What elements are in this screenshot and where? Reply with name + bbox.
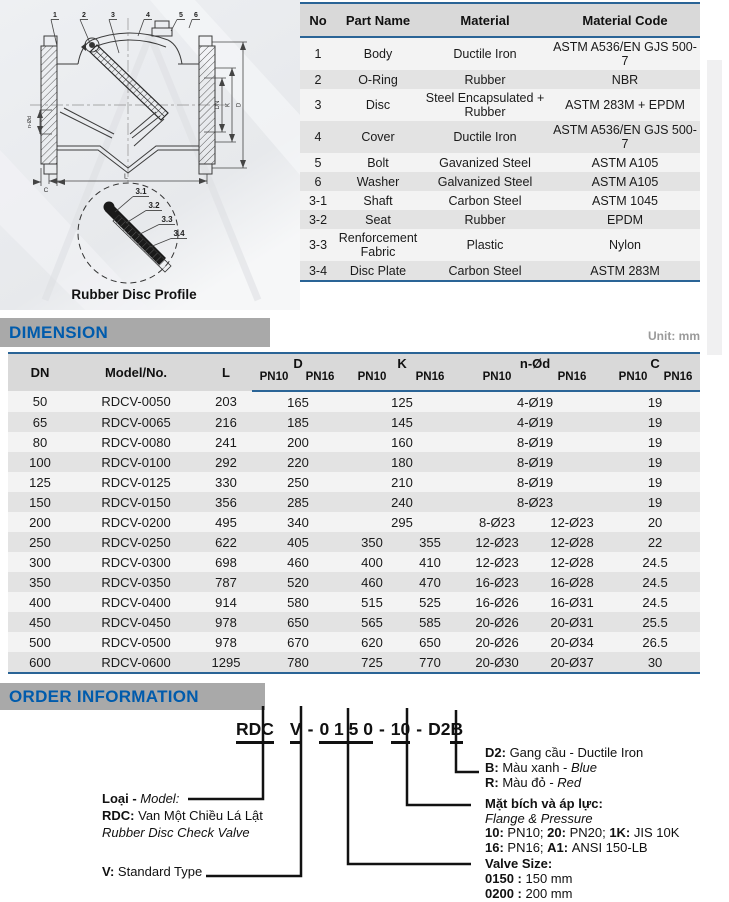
dim-header-dn: DN xyxy=(8,353,72,391)
order-code xyxy=(236,719,463,744)
callout-label: 3.2 xyxy=(148,201,160,210)
dim-cell: 150 xyxy=(8,492,72,512)
annotation-segment: Gang cầu - Ductile Iron xyxy=(509,745,644,760)
annotation-segment: 0150 : xyxy=(485,871,526,886)
order-code-segment: 10 xyxy=(391,719,410,744)
order-note-flange-pressure xyxy=(485,797,679,855)
annotation-segment: 10: xyxy=(485,825,508,840)
order-note-material-color xyxy=(485,745,643,790)
dim-cell: 978 xyxy=(200,632,252,652)
dim-cell: 16-Ø26 xyxy=(460,592,534,612)
annotation-segment: 0200 : xyxy=(485,886,526,901)
dimension-row xyxy=(8,472,700,492)
dim-cell: 20-Ø26 xyxy=(460,632,534,652)
dimension-header-row-1 xyxy=(8,353,700,371)
annotation-segment: JIS 10K xyxy=(633,825,680,840)
dimension-section-title: DIMENSION xyxy=(0,318,270,347)
dim-cell: 525 xyxy=(400,592,460,612)
dim-cell: 160 xyxy=(344,432,460,452)
annotation-line xyxy=(485,886,572,901)
annotation-segment: PN20; xyxy=(569,825,610,840)
annotation-segment: PN10; xyxy=(507,825,548,840)
dim-cell: 285 xyxy=(252,492,344,512)
dim-cell: 22 xyxy=(610,532,700,552)
order-note-valve-size xyxy=(485,856,572,901)
dim-cell: 20 xyxy=(610,512,700,532)
order-section-title: ORDER INFORMATION xyxy=(0,683,265,710)
callout-label: 3.4 xyxy=(173,229,185,238)
annotation-line xyxy=(485,797,679,812)
dim-label-dn: DN xyxy=(215,100,221,110)
dim-cell: 26.5 xyxy=(610,632,700,652)
parts-header-no: No xyxy=(300,3,336,37)
dim-cell: 650 xyxy=(400,632,460,652)
dim-cell: 620 xyxy=(344,632,400,652)
dim-cell: 330 xyxy=(200,472,252,492)
dimension-row xyxy=(8,632,700,652)
parts-cell: 5 xyxy=(300,153,336,172)
parts-cell: ASTM 1045 xyxy=(550,191,700,210)
parts-row xyxy=(300,172,700,191)
order-note-model xyxy=(102,790,263,841)
order-note-valve-type xyxy=(102,864,202,880)
dim-cell: 770 xyxy=(400,652,460,673)
dim-subheader-pn16: PN16 xyxy=(296,371,344,391)
parts-row xyxy=(300,37,700,70)
dim-cell: 460 xyxy=(252,552,344,572)
dim-cell: 670 xyxy=(252,632,344,652)
dim-cell: 355 xyxy=(400,532,460,552)
dim-cell: 12-Ø23 xyxy=(460,532,534,552)
annotation-segment: A1: xyxy=(547,839,572,855)
parts-row xyxy=(300,191,700,210)
dim-subheader-pn10: PN10 xyxy=(610,371,656,391)
parts-cell: Body xyxy=(336,37,420,70)
annotation-segment: 150 mm xyxy=(525,871,573,886)
dim-cell: 8-Ø19 xyxy=(460,472,610,492)
dim-cell: RDCV-0500 xyxy=(72,632,200,652)
dim-cell: 65 xyxy=(8,412,72,432)
dim-cell: 520 xyxy=(252,572,344,592)
annotation-line xyxy=(485,826,679,841)
dim-label-l: L xyxy=(124,173,128,181)
dim-cell: 8-Ø23 xyxy=(460,512,534,532)
dim-cell: 100 xyxy=(8,452,72,472)
dim-cell: 25.5 xyxy=(610,612,700,632)
order-code-segment: V xyxy=(290,719,302,744)
dimension-row xyxy=(8,532,700,552)
dim-cell: RDCV-0065 xyxy=(72,412,200,432)
parts-cell: Seat xyxy=(336,210,420,229)
parts-cell: ASTM A105 xyxy=(550,172,700,191)
parts-cell: Washer xyxy=(336,172,420,191)
parts-row xyxy=(300,261,700,281)
dim-cell: 8-Ø23 xyxy=(460,492,610,512)
callout-label: 2 xyxy=(82,12,86,19)
annotation-segment: Màu xanh - xyxy=(502,760,571,775)
parts-cell: 4 xyxy=(300,121,336,153)
parts-cell: EPDM xyxy=(550,210,700,229)
dim-cell: 24.5 xyxy=(610,552,700,572)
annotation-segment: Màu đỏ - xyxy=(502,775,558,790)
dim-cell: 16-Ø31 xyxy=(534,592,610,612)
dim-cell: 19 xyxy=(610,432,700,452)
parts-cell: 3-3 xyxy=(300,229,336,261)
dim-cell: 24.5 xyxy=(610,572,700,592)
dim-cell: 12-Ø28 xyxy=(534,552,610,572)
dim-cell: 125 xyxy=(8,472,72,492)
dim-cell: 20-Ø37 xyxy=(534,652,610,673)
dim-cell: 20-Ø30 xyxy=(460,652,534,673)
annotation-segment: Standard Type xyxy=(117,864,203,879)
dim-cell: 19 xyxy=(610,391,700,412)
annotation-segment: Van Một Chiều Lá Lật xyxy=(138,808,263,823)
dim-cell: 500 xyxy=(8,632,72,652)
dim-cell: 216 xyxy=(200,412,252,432)
dim-cell: 185 xyxy=(252,412,344,432)
dim-cell: 622 xyxy=(200,532,252,552)
dim-cell: RDCV-0150 xyxy=(72,492,200,512)
parts-header-material-code: Material Code xyxy=(550,3,700,37)
dim-cell: 125 xyxy=(344,391,460,412)
annotation-segment: Model: xyxy=(140,791,180,806)
dim-cell: 50 xyxy=(8,391,72,412)
dim-cell: 24.5 xyxy=(610,592,700,612)
dimension-row xyxy=(8,452,700,472)
annotation-segment: D2: xyxy=(485,745,510,760)
parts-row xyxy=(300,210,700,229)
dim-cell: 19 xyxy=(610,412,700,432)
annotation-line xyxy=(485,760,643,775)
annotation-segment: Loại - xyxy=(102,791,141,806)
annotation-line xyxy=(485,812,679,827)
dim-cell: RDCV-0300 xyxy=(72,552,200,572)
parts-cell: Galvanized Steel xyxy=(420,172,550,191)
dim-cell: 1295 xyxy=(200,652,252,673)
dimension-row xyxy=(8,512,700,532)
dim-cell: 200 xyxy=(8,512,72,532)
annotation-line xyxy=(485,745,643,760)
parts-cell: Gavanized Steel xyxy=(420,153,550,172)
dim-header-nod: n-Ød xyxy=(460,353,610,371)
parts-header-part-name: Part Name xyxy=(336,3,420,37)
dim-cell: 914 xyxy=(200,592,252,612)
parts-cell: Steel Encapsulated + Rubber xyxy=(420,89,550,121)
order-code-segment: 0 1 5 0 xyxy=(319,719,373,744)
dim-cell: 292 xyxy=(200,452,252,472)
unit-label: Unit: mm xyxy=(648,329,700,343)
parts-cell: Carbon Steel xyxy=(420,261,550,281)
callout-label: 1 xyxy=(53,12,57,19)
callout-label: 3.1 xyxy=(135,187,147,196)
dim-label-c: C xyxy=(43,187,49,194)
dimension-row xyxy=(8,391,700,412)
parts-row xyxy=(300,229,700,261)
dim-cell: 580 xyxy=(252,592,344,612)
dim-cell: 300 xyxy=(8,552,72,572)
order-code-segment: D2 xyxy=(428,719,451,739)
dim-cell: 450 xyxy=(8,612,72,632)
dim-cell: 80 xyxy=(8,432,72,452)
dimension-row xyxy=(8,592,700,612)
parts-cell: Nylon xyxy=(550,229,700,261)
dim-cell: 410 xyxy=(400,552,460,572)
dim-cell: RDCV-0600 xyxy=(72,652,200,673)
parts-cell: NBR xyxy=(550,70,700,89)
callout-label: 4 xyxy=(146,12,150,19)
dim-cell: 12-Ø28 xyxy=(534,532,610,552)
annotation-segment: Mặt bích và áp lực: xyxy=(485,796,603,811)
dimension-row xyxy=(8,552,700,572)
dim-label-k: K xyxy=(225,102,232,108)
dim-cell: 8-Ø19 xyxy=(460,432,610,452)
dim-cell: 400 xyxy=(8,592,72,612)
dim-cell: 400 xyxy=(344,552,400,572)
dim-cell: 350 xyxy=(8,572,72,592)
dim-subheader-pn16: PN16 xyxy=(656,371,700,391)
dim-cell: 295 xyxy=(344,512,460,532)
callout-label: 6 xyxy=(194,12,198,19)
dim-cell: 220 xyxy=(252,452,344,472)
dim-cell: 145 xyxy=(344,412,460,432)
parts-row xyxy=(300,70,700,89)
annotation-segment: ANSI 150-LB xyxy=(571,839,648,855)
callout-label: 3 xyxy=(111,12,115,19)
dim-header-model: Model/No. xyxy=(72,353,200,391)
dim-label-d: D xyxy=(236,102,243,108)
dimension-row xyxy=(8,492,700,512)
dim-cell: 210 xyxy=(344,472,460,492)
dim-cell: 16-Ø28 xyxy=(534,572,610,592)
dimension-table xyxy=(8,352,700,674)
annotation-segment: PN16; xyxy=(507,839,548,855)
parts-row xyxy=(300,153,700,172)
annotation-segment: Blue xyxy=(571,760,598,775)
parts-cell: ASTM A536/EN GJS 500-7 xyxy=(550,121,700,153)
dim-subheader-pn10: PN10 xyxy=(252,371,296,391)
annotation-line xyxy=(485,775,643,790)
dim-cell: 12-Ø23 xyxy=(460,552,534,572)
dim-header-c: C xyxy=(610,353,700,371)
parts-cell: 1 xyxy=(300,37,336,70)
dim-cell: 356 xyxy=(200,492,252,512)
parts-cell: Shaft xyxy=(336,191,420,210)
parts-cell: 3-4 xyxy=(300,261,336,281)
order-code-segment: - xyxy=(307,719,314,739)
parts-cell: 2 xyxy=(300,70,336,89)
dim-cell: 725 xyxy=(344,652,400,673)
parts-cell: Carbon Steel xyxy=(420,191,550,210)
dim-cell: 20-Ø34 xyxy=(534,632,610,652)
parts-cell: Ductile Iron xyxy=(420,37,550,70)
dim-cell: 19 xyxy=(610,492,700,512)
parts-header-row xyxy=(300,3,700,37)
dim-cell: 340 xyxy=(252,512,344,532)
dim-cell: 12-Ø23 xyxy=(534,512,610,532)
dim-cell: RDCV-0080 xyxy=(72,432,200,452)
dim-cell: 495 xyxy=(200,512,252,532)
parts-cell: Rubber xyxy=(420,210,550,229)
annotation-segment: RDC: xyxy=(102,808,139,823)
profile-caption: Rubber Disc Profile xyxy=(71,287,197,302)
annotation-line xyxy=(102,824,263,841)
dim-cell: RDCV-0200 xyxy=(72,512,200,532)
dim-cell: 20-Ø31 xyxy=(534,612,610,632)
dim-cell: 8-Ø19 xyxy=(460,452,610,472)
annotation-segment: B: xyxy=(485,760,503,775)
parts-cell: 3-1 xyxy=(300,191,336,210)
dim-cell: 978 xyxy=(200,612,252,632)
dim-cell: 4-Ø19 xyxy=(460,412,610,432)
order-code-segment: - xyxy=(416,719,423,739)
annotation-segment: Rubber Disc Check Valve xyxy=(102,825,250,840)
dim-cell: 565 xyxy=(344,612,400,632)
annotation-segment: Flange & Pressure xyxy=(485,810,593,826)
parts-cell: Cover xyxy=(336,121,420,153)
dim-cell: 787 xyxy=(200,572,252,592)
dim-cell: RDCV-0125 xyxy=(72,472,200,492)
dimension-row xyxy=(8,612,700,632)
dim-cell: 19 xyxy=(610,472,700,492)
dim-cell: 585 xyxy=(400,612,460,632)
dim-cell: 698 xyxy=(200,552,252,572)
dim-cell: 405 xyxy=(252,532,344,552)
annotation-line xyxy=(485,856,572,871)
dim-cell: RDCV-0350 xyxy=(72,572,200,592)
parts-cell: Bolt xyxy=(336,153,420,172)
annotation-segment: 20: xyxy=(547,825,570,840)
dimension-row xyxy=(8,412,700,432)
parts-cell: ASTM 283M xyxy=(550,261,700,281)
dim-cell: 470 xyxy=(400,572,460,592)
dim-cell: 200 xyxy=(252,432,344,452)
dim-cell: 30 xyxy=(610,652,700,673)
parts-cell: 3 xyxy=(300,89,336,121)
annotation-segment: 200 mm xyxy=(525,886,573,901)
parts-row xyxy=(300,89,700,121)
dim-cell: 241 xyxy=(200,432,252,452)
dim-cell: RDCV-0400 xyxy=(72,592,200,612)
dim-cell: 4-Ø19 xyxy=(460,391,610,412)
parts-cell: ASTM 283M + EPDM xyxy=(550,89,700,121)
parts-cell: Ductile Iron xyxy=(420,121,550,153)
parts-cell: Disc xyxy=(336,89,420,121)
dim-subheader-pn16: PN16 xyxy=(400,371,460,391)
parts-row xyxy=(300,121,700,153)
parts-cell: Renforcement Fabric xyxy=(336,229,420,261)
annotation-line xyxy=(102,790,263,807)
dim-cell: 460 xyxy=(344,572,400,592)
parts-cell: ASTM A105 xyxy=(550,153,700,172)
dim-subheader-pn10: PN10 xyxy=(344,371,400,391)
dim-cell: 515 xyxy=(344,592,400,612)
dim-cell: 600 xyxy=(8,652,72,673)
order-code-segment: - xyxy=(378,719,385,739)
dimension-row xyxy=(8,572,700,592)
dim-header-d: D xyxy=(252,353,344,371)
dim-label-nod: n-Ød xyxy=(27,115,33,129)
annotation-segment: V: xyxy=(102,864,118,879)
page-edge-watermark xyxy=(707,60,722,355)
dim-cell: 180 xyxy=(344,452,460,472)
parts-cell: Disc Plate xyxy=(336,261,420,281)
dim-cell: 350 xyxy=(344,532,400,552)
valve-drawing-svg xyxy=(0,0,300,310)
order-code-segment: RDC xyxy=(236,719,274,744)
annotation-segment: Valve Size: xyxy=(485,856,553,871)
dim-subheader-pn16: PN16 xyxy=(534,371,610,391)
annotation-segment: 1K: xyxy=(609,825,634,840)
annotation-segment: Red xyxy=(557,775,582,790)
callout-label: 3.3 xyxy=(161,215,173,224)
dim-cell: RDCV-0250 xyxy=(72,532,200,552)
dim-cell: 650 xyxy=(252,612,344,632)
order-code-segment: B xyxy=(450,719,463,744)
parts-cell: O-Ring xyxy=(336,70,420,89)
dim-cell: 20-Ø26 xyxy=(460,612,534,632)
dim-header-k: K xyxy=(344,353,460,371)
parts-cell: ASTM A536/EN GJS 500-7 xyxy=(550,37,700,70)
annotation-line xyxy=(102,864,202,880)
dimension-row xyxy=(8,652,700,673)
dim-cell: 250 xyxy=(8,532,72,552)
parts-cell: Rubber xyxy=(420,70,550,89)
dim-cell: 203 xyxy=(200,391,252,412)
parts-header-material: Material xyxy=(420,3,550,37)
callout-label: 5 xyxy=(179,12,183,19)
parts-cell: 3-2 xyxy=(300,210,336,229)
dim-cell: 780 xyxy=(252,652,344,673)
dim-cell: 250 xyxy=(252,472,344,492)
dim-cell: 16-Ø23 xyxy=(460,572,534,592)
dim-cell: 19 xyxy=(610,452,700,472)
dim-header-l: L xyxy=(200,353,252,391)
dim-cell: RDCV-0050 xyxy=(72,391,200,412)
valve-drawing xyxy=(0,0,300,310)
annotation-line xyxy=(102,807,263,824)
annotation-segment: R: xyxy=(485,775,503,790)
dim-subheader-pn10: PN10 xyxy=(460,371,534,391)
annotation-segment: 16: xyxy=(485,839,508,855)
parts-material-table xyxy=(300,2,700,282)
dim-cell: RDCV-0450 xyxy=(72,612,200,632)
dimension-row xyxy=(8,432,700,452)
annotation-line xyxy=(485,871,572,886)
dim-cell: 240 xyxy=(344,492,460,512)
dim-cell: 165 xyxy=(252,391,344,412)
dim-cell: RDCV-0100 xyxy=(72,452,200,472)
annotation-line xyxy=(485,841,679,856)
parts-cell: 6 xyxy=(300,172,336,191)
parts-cell: Plastic xyxy=(420,229,550,261)
